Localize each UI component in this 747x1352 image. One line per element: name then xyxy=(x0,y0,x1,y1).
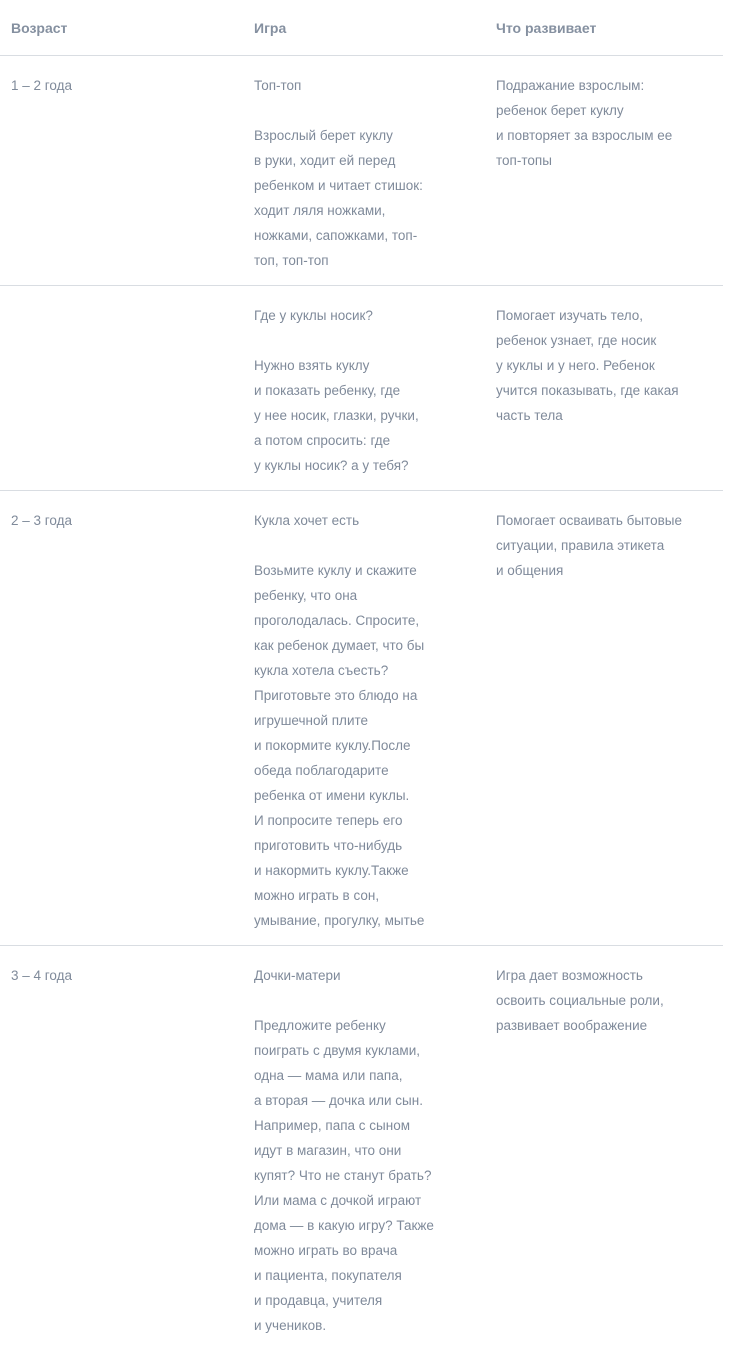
game-description: Возьмите куклу и скажите ребенку, что она проголодалась. Спросите, как ребенок думает, что бы кукла хотела съесть? Приготовьте это блюдо на игрушечной плите и покормите куклу.После обеда поблагодарите ребенка от имени куклы. И попросите теперь его приготовить что-нибудь и накормить куклу.Также можно играть в сон, умывание, прогулку, мытье xyxy=(254,563,425,928)
game-title: Кукла хочет есть xyxy=(254,513,360,528)
age-cell xyxy=(0,286,254,490)
game-title: Дочки-матери xyxy=(254,968,341,983)
game-cell xyxy=(254,56,496,285)
develops-cell: Помогает изучать тело, ребенок узнает, где носик у куклы и у него. Ребенок учится показывать, где какая часть тела xyxy=(496,308,679,423)
game-title: Где у куклы носик? xyxy=(254,308,373,323)
table-row xyxy=(0,56,723,286)
develops-cell: Игра дает возможность освоить социальные роли, развивает воображение xyxy=(496,968,664,1033)
game-description: Нужно взять куклу и показать ребенку, где у нее носик, глазки, ручки, а потом спросить: где у куклы носик? а у тебя? xyxy=(254,358,419,473)
table-header xyxy=(0,0,723,56)
header-develops: Что развивает xyxy=(496,20,597,36)
table-row xyxy=(0,491,723,946)
develops-cell: Помогает осваивать бытовые ситуации, правила этикета и общения xyxy=(496,513,683,578)
header-age: Возраст xyxy=(11,20,68,36)
game-title: Топ-топ xyxy=(254,78,302,93)
age-cell: 1 – 2 года xyxy=(11,78,73,93)
table-row xyxy=(0,946,723,1352)
age-cell: 3 – 4 года xyxy=(11,968,73,983)
table-row xyxy=(0,286,723,491)
game-description: Взрослый берет куклу в руки, ходит ей перед ребенком и читает стишок: ходит ляля ножками, ножками, сапожками, топ- топ, топ-топ xyxy=(254,128,423,268)
game-cell xyxy=(254,946,496,1352)
game-description: Предложите ребенку поиграть с двумя куклами, одна — мама или папа, а вторая — дочка или сын. Например, папа с сыном идут в магазин, что они купят? Что не станут брать? Или мама с дочкой играют дома — в какую игру? Также можно играть во врача и пациента, покупателя и продавца, учителя и учеников. xyxy=(254,1018,434,1333)
develops-cell: Подражание взрослым: ребенок берет куклу и повторяет за взрослым ее топ-топы xyxy=(496,78,673,168)
age-cell: 2 – 3 года xyxy=(11,513,73,528)
header-game: Игра xyxy=(254,20,287,36)
game-cell xyxy=(254,286,496,490)
game-cell xyxy=(254,491,496,945)
